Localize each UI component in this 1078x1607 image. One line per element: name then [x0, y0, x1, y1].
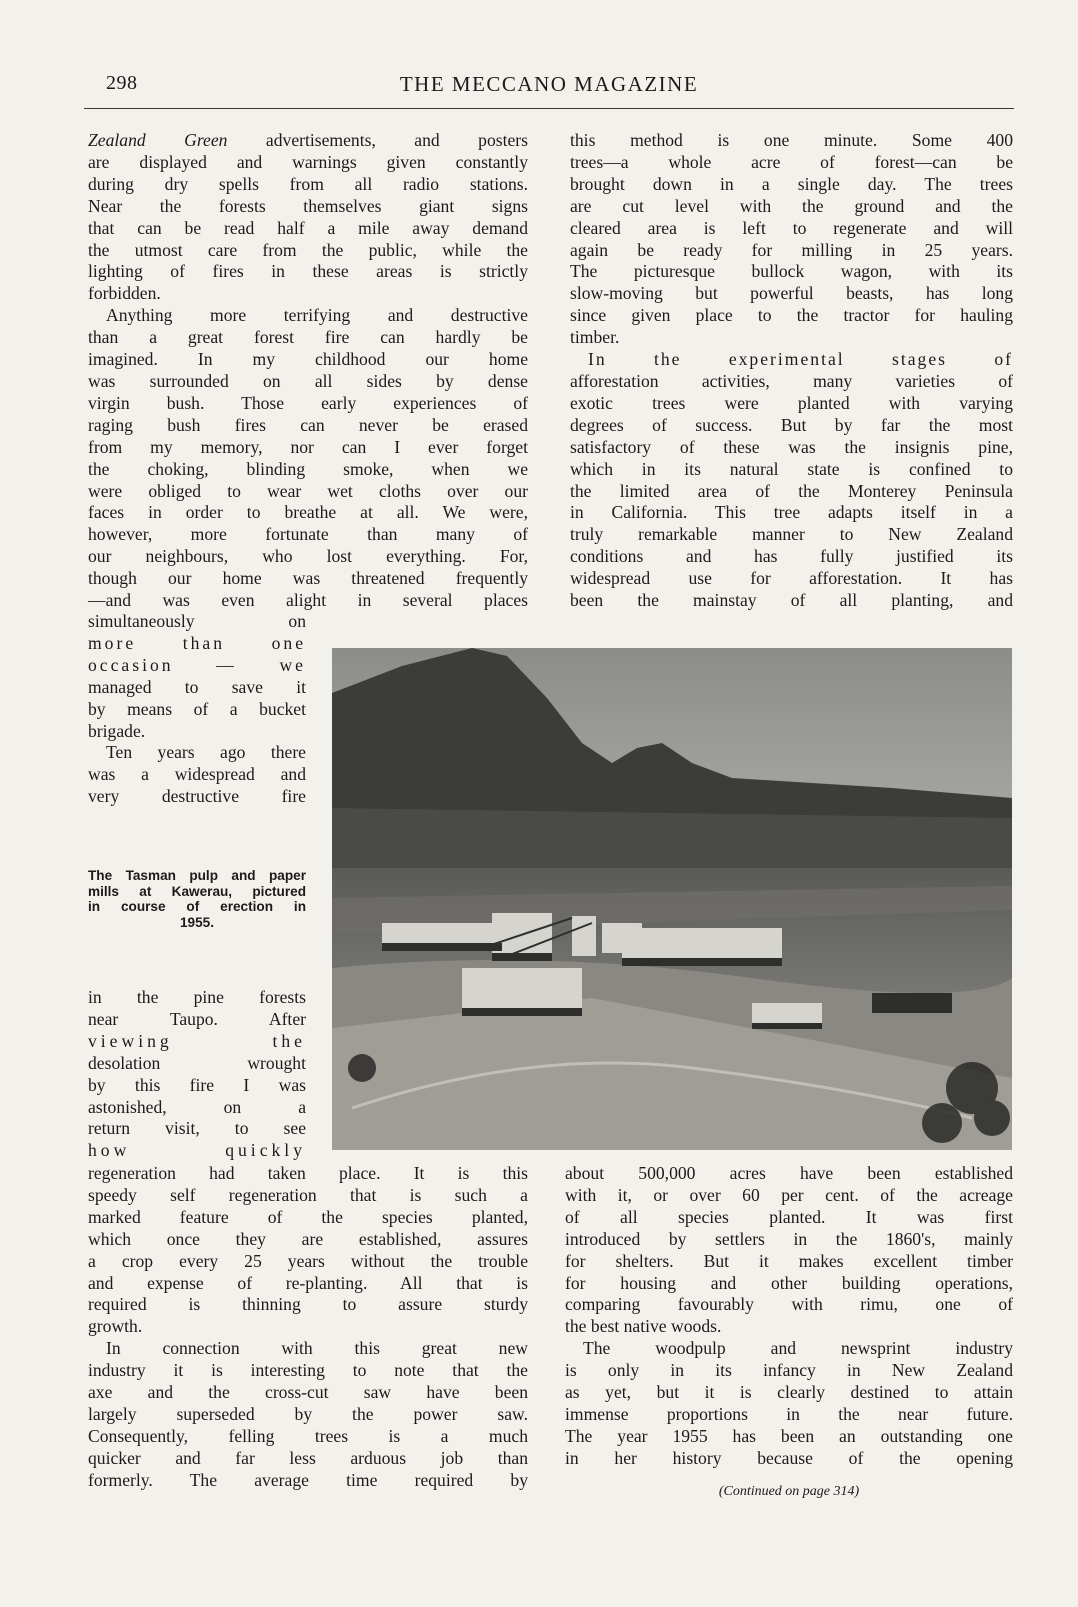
text-line: with it, or over 60 per cent. of the acreage [565, 1184, 1013, 1205]
text-line: by this fire I was [88, 1074, 306, 1095]
text-line: the choking, blinding smoke, when we [88, 458, 528, 479]
paragraph [570, 349, 1013, 612]
right-column-top [570, 130, 1013, 612]
text-line: introduced by settlers in the 1860's, mainly [565, 1228, 1013, 1249]
mill-photograph [332, 648, 1012, 1150]
photo-caption [88, 868, 306, 930]
text-line: axe and the cross-cut saw have been [88, 1382, 528, 1403]
text-line: forbidden. [88, 283, 161, 304]
text-line: was a widespread and [88, 764, 306, 785]
text-line: Near the forests themselves giant signs [88, 195, 528, 216]
text-line: very destructive fire [88, 786, 306, 807]
paragraph: Zealand Green advertisements, and posters are displayed and warnings given constantly during dry spells from all radio stations. Near the forests themselves giant signs that can be read half a mile away demand the utmost care from the public, while the lighting of fires in these areas is strictly forbidden. [88, 130, 528, 304]
text-line: a crop every 25 years without the trouble [88, 1250, 528, 1271]
text-line: return visit, to see [88, 1118, 306, 1139]
caption-line: mills at Kawerau, pictured [88, 883, 306, 899]
text-line: for shelters. But it makes excellent timber [565, 1250, 1013, 1271]
text-line: the utmost care from the public, while the [88, 239, 528, 260]
text-line: required is thinning to assure sturdy [88, 1294, 528, 1315]
text-line: slow-moving but powerful beasts, has long [570, 283, 1013, 304]
paragraph [565, 1338, 1013, 1469]
text-line: lighting of fires in these areas is strictly [88, 261, 528, 282]
text-line: in the pine forests [88, 987, 306, 1007]
text-line: timber. [570, 327, 620, 348]
text-line: marked feature of the species planted, [88, 1206, 528, 1227]
text-line: are cut level with the ground and the [570, 195, 1013, 216]
text-line: again be ready for milling in 25 years. [570, 239, 1013, 260]
text-line: since given place to the tractor for hauling [570, 305, 1013, 326]
text-line: largely superseded by the power saw. [88, 1403, 528, 1424]
text-line: our neighbours, who lost everything. For, [88, 546, 528, 567]
text-line: speedy self regeneration that is such a [88, 1184, 528, 1205]
text-line: were obliged to wear wet cloths over our [88, 480, 528, 501]
text-line: trees—a whole acre of forest—can be [570, 151, 1013, 172]
photo-image [332, 648, 1012, 1150]
text-line: occasion — we [88, 654, 306, 675]
text-line: from my memory, nor can I ever forget [88, 436, 528, 457]
text-line: In the experimental stages of [588, 349, 1013, 370]
text-line: about 500,000 acres have been established [565, 1163, 1013, 1183]
left-column-narrow-lower [88, 987, 306, 1162]
text-line: than a great forest fire can hardly be [88, 327, 528, 348]
text-line: cleared area is left to regenerate and will [570, 217, 1013, 238]
text-line: imagined. In my childhood our home [88, 349, 528, 370]
right-column-bottom [565, 1163, 1013, 1470]
paragraph [88, 1163, 528, 1338]
left-column-narrow-upper [88, 611, 306, 808]
text-line: however, more fortunate than many of [88, 524, 528, 545]
text-line: Ten years ago there [106, 742, 306, 763]
text-line: are displayed and warnings given constantly [88, 151, 528, 172]
text-line: astonished, on a [88, 1096, 306, 1117]
text-line: Consequently, felling trees is a much [88, 1425, 528, 1446]
text-line: managed to save it [88, 676, 306, 697]
magazine-title: THE MECCANO MAGAZINE [399, 72, 699, 96]
text-line: faces in order to breathe at all. We were, [88, 502, 528, 523]
text-line: during dry spells from all radio stations. [88, 173, 528, 194]
text-line: which once they are established, assures [88, 1228, 528, 1249]
text-line: immense proportions in the near future. [565, 1403, 1013, 1424]
text-line: The woodpulp and newsprint industry [583, 1338, 1013, 1359]
text-line: the limited area of the Monterey Peninsula [570, 480, 1013, 501]
text-line: by means of a bucket [88, 698, 306, 719]
text-line: which in its natural state is confined to [570, 458, 1013, 479]
text-line: of all species planted. It was first [565, 1206, 1013, 1227]
text-line: brought down in a single day. The trees [570, 173, 1013, 194]
text-line: this method is one minute. Some 400 [570, 130, 1013, 150]
text-line: in her history because of the opening [565, 1447, 1013, 1468]
text-line: The year 1955 has been an outstanding one [565, 1425, 1013, 1446]
text-line: formerly. The average time required by [88, 1469, 528, 1490]
continued-note: (Continued on page 314) [718, 1484, 860, 1499]
text-line: The picturesque bullock wagon, with its [570, 261, 1013, 282]
paragraph [565, 1163, 1013, 1338]
text-line: exotic trees were planted with varying [570, 392, 1013, 413]
text-line: Anything more terrifying and destructive [106, 305, 528, 326]
text-line: viewing the [88, 1030, 306, 1051]
text-line: satisfactory of these was the insignis pine, [570, 436, 1013, 457]
text-line: widespread use for afforestation. It has [570, 568, 1013, 589]
text-line: brigade. [88, 720, 146, 741]
paragraph [88, 305, 528, 612]
text-line: desolation wrought [88, 1052, 306, 1073]
text-line: quicker and far less arduous job than [88, 1447, 528, 1468]
text-line: degrees of success. But by far the most [570, 414, 1013, 435]
text-line: more than one [88, 632, 306, 653]
caption-line: in course of erection in [88, 899, 306, 915]
text-line: regeneration had taken place. It is this [88, 1163, 528, 1183]
caption-line: 1955. [179, 914, 215, 930]
text-line: as yet, but it is clearly destined to attain [565, 1382, 1013, 1403]
text-line: conditions and has fully justified its [570, 546, 1013, 567]
text-line: In connection with this great new [106, 1338, 528, 1359]
text-line: truly remarkable manner to New Zealand [570, 524, 1013, 545]
text-line: growth. [88, 1316, 143, 1337]
left-column-top [88, 130, 528, 612]
caption-line: The Tasman pulp and paper [88, 868, 306, 883]
text-line: though our home was threatened frequently [88, 568, 528, 589]
text-line: virgin bush. Those early experiences of [88, 392, 528, 413]
text-line: and expense of re-planting. All that is [88, 1272, 528, 1293]
page-header [84, 72, 1014, 109]
text-line: raging bush fires can never be erased [88, 414, 528, 435]
text-line: industry it is interesting to note that the [88, 1360, 528, 1381]
text-line: simultaneously on [88, 611, 306, 631]
text-line: that can be read half a mile away demand [88, 217, 528, 238]
text-line: the best native woods. [565, 1316, 722, 1337]
text-line: comparing favourably with rimu, one of [565, 1294, 1013, 1315]
text-line: afforestation activities, many varieties of [570, 370, 1013, 391]
text-line: was surrounded on all sides by dense [88, 370, 528, 391]
text-line: in California. This tree adapts itself in a [570, 502, 1013, 523]
text-line: been the mainstay of all planting, and [570, 590, 1013, 611]
text-line: is only in its infancy in New Zealand [565, 1360, 1013, 1381]
newspaper-title: Zealand Green [88, 130, 228, 150]
text-line: for housing and other building operations, [565, 1272, 1013, 1293]
paragraph [88, 1338, 528, 1491]
text-line: near Taupo. After [88, 1008, 306, 1029]
paragraph [570, 130, 1013, 349]
left-column-bottom [88, 1163, 528, 1492]
page-number: 298 [106, 72, 138, 94]
text-line: —and was even alight in several places [88, 590, 528, 611]
text-line: how quickly [88, 1140, 306, 1161]
